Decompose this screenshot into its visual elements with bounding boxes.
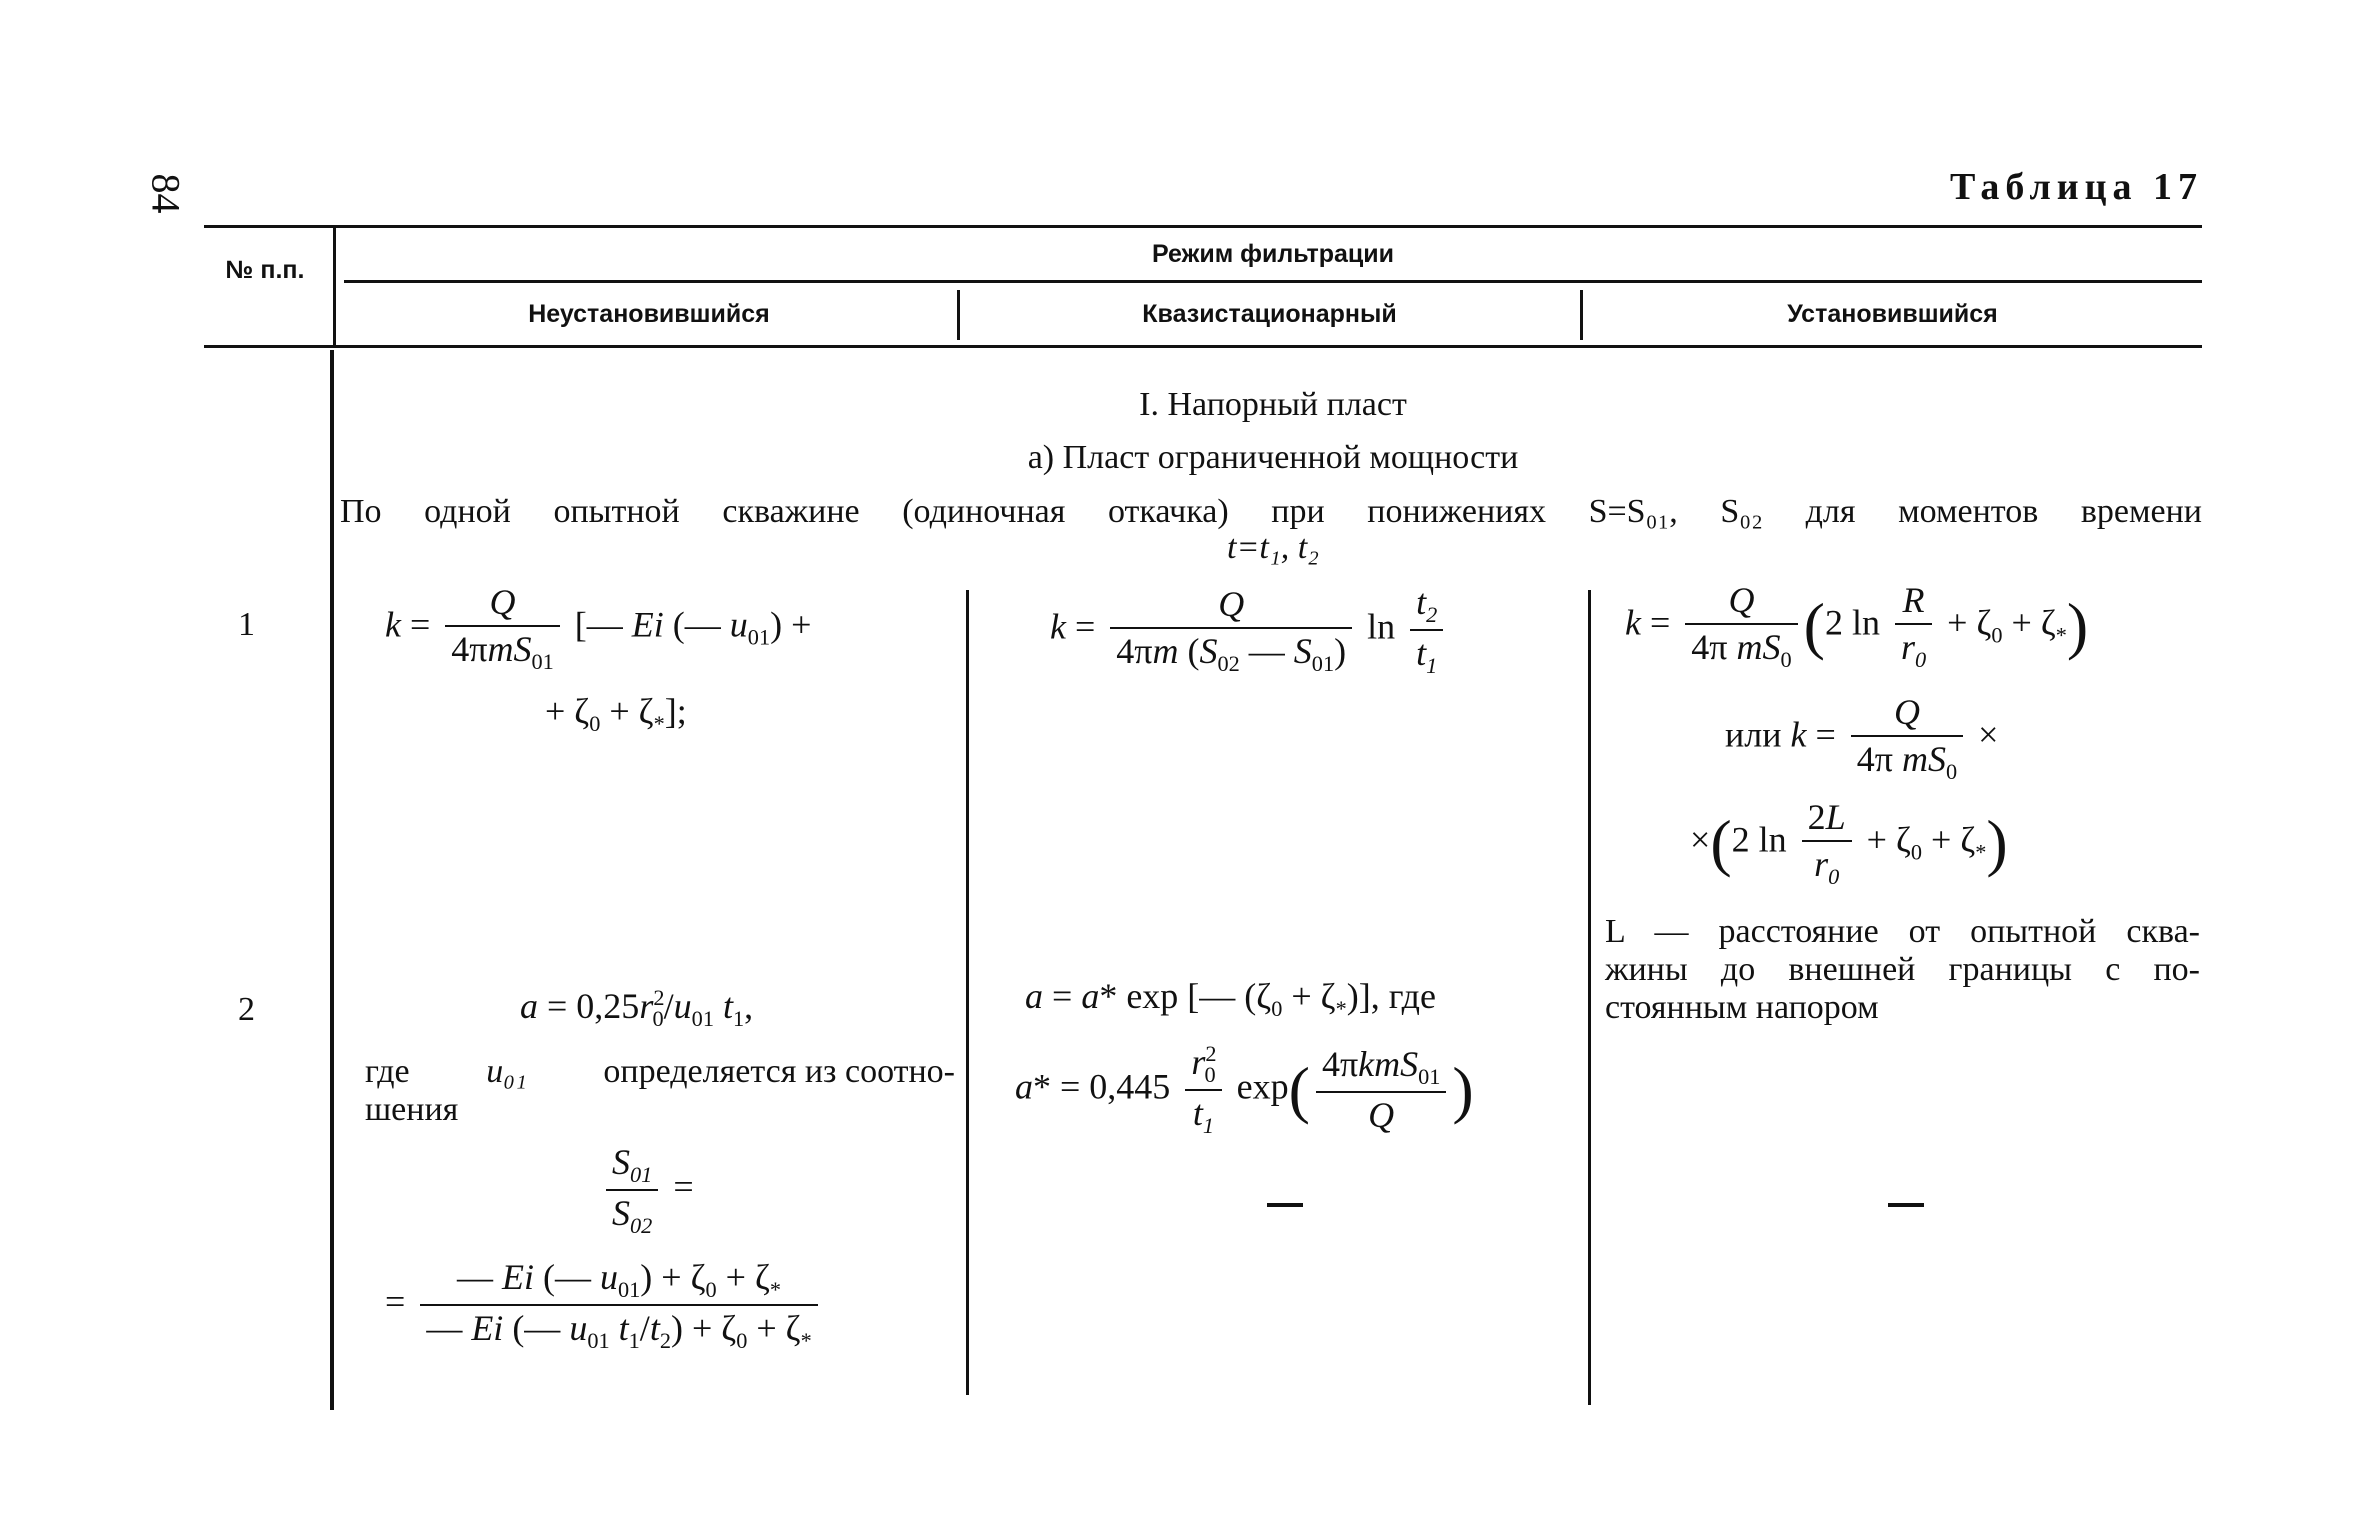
header-num-divider	[333, 228, 336, 345]
body-left-rule	[330, 350, 334, 1410]
condition-line-1: По одной опытной скважине (одиночная откачка) при понижениях S=S₀₁, S₀₂ для моментов времени	[340, 493, 2202, 530]
header-col1: Неустановившийся	[528, 300, 770, 328]
formula-row1-col3: k = $\frac{Q}{4\pi mS_0}$ (2 ln $\frac{R}{r_0}$ + $\zeta_0 + \zeta_*$)	[1625, 580, 2089, 673]
formula-row2-col1-ratio-rhs: = $\frac{— Ei (— u_{01}) + \zeta_0 + \zeta_*}{— Ei (— u_{01} t_1/t_2) + \zeta_0 + \zeta_*}$	[385, 1255, 824, 1355]
formula-row2-col2-astar: a* = 0,445 $\frac{r^2_0}{t_1}$ exp( $\frac{4\pi kmS_{01}}{Q}$ )	[1015, 1041, 1474, 1139]
header-col2: Квазистационарный	[1142, 300, 1397, 328]
formula-row1-col3-or: или k = $\frac{Q}{4\pi mS_0}$ ×	[1725, 692, 1999, 785]
header-mid-rule	[344, 280, 2202, 283]
header-bottom-rule	[204, 345, 2202, 348]
formula-row2-col1: $a = 0,25r^2_0/u_{01}$ $t_1$,	[520, 985, 754, 1032]
text-rest: определяется из соотно-	[603, 1053, 955, 1090]
text-gde: где	[365, 1053, 410, 1090]
note-row1-col3-line2: жины до внешней границы с по-	[1605, 951, 2200, 988]
row-number-1: 1	[238, 606, 255, 643]
text-row2-col1-line1	[365, 1052, 955, 1091]
formula-row1-col2: k = $\frac{Q}{4\pi m (S_{02} — S_{01})}$ ln $\frac{t_2}{t_1}$	[1050, 580, 1449, 680]
row-number-2: 2	[238, 991, 255, 1028]
formula-row1-col1-cont: + $\zeta_0 + \zeta_*$];	[545, 691, 687, 737]
text-u01: u₀₁	[486, 1053, 527, 1090]
header-num-col: № п.п.	[225, 256, 305, 284]
text-row2-col1-line2: шения	[365, 1091, 459, 1128]
section-title: I. Напорный пласт	[1139, 386, 1407, 423]
condition-line-2: t=t₁, t₂	[1227, 529, 1319, 566]
formula-row2-col1-ratio: $\frac{S_{01}}{S_{02}}$ =	[600, 1140, 694, 1240]
formula-row1-col3-cont: ×(2 ln $\frac{2L}{r_0}$ + $\zeta_0 + \zeta_*$)	[1690, 797, 2008, 890]
formula-row2-col2: a = a* exp [— $(\zeta_0 + \zeta_*)$], где	[1025, 976, 1436, 1022]
formula-row1-col1: k = $\frac{Q}{4\pi mS_{01}}$ [— Ei (— $u_{01}$) +	[385, 582, 812, 675]
dash-row2-col2	[1267, 1203, 1303, 1207]
header-col3: Установившийся	[1787, 300, 1998, 328]
table-top-rule	[204, 225, 2202, 228]
body-col-divider-2	[1588, 590, 1591, 1405]
page-number: 84	[143, 173, 189, 214]
dash-row2-col3	[1888, 1203, 1924, 1207]
note-row1-col3-line1: L — расстояние от опытной сква-	[1605, 913, 2200, 950]
header-col-divider-2	[1580, 290, 1583, 340]
text-gde-col2: где	[1388, 976, 1436, 1016]
header-col-divider-1	[957, 290, 960, 340]
header-mode-title: Режим фильтрации	[1152, 240, 1394, 268]
section-subtitle: а) Пласт ограниченной мощности	[1027, 439, 1519, 476]
table-title: Таблица 17	[1950, 166, 2204, 208]
body-col-divider-1	[966, 590, 969, 1395]
note-row1-col3-line3: стоянным напором	[1605, 989, 1879, 1026]
